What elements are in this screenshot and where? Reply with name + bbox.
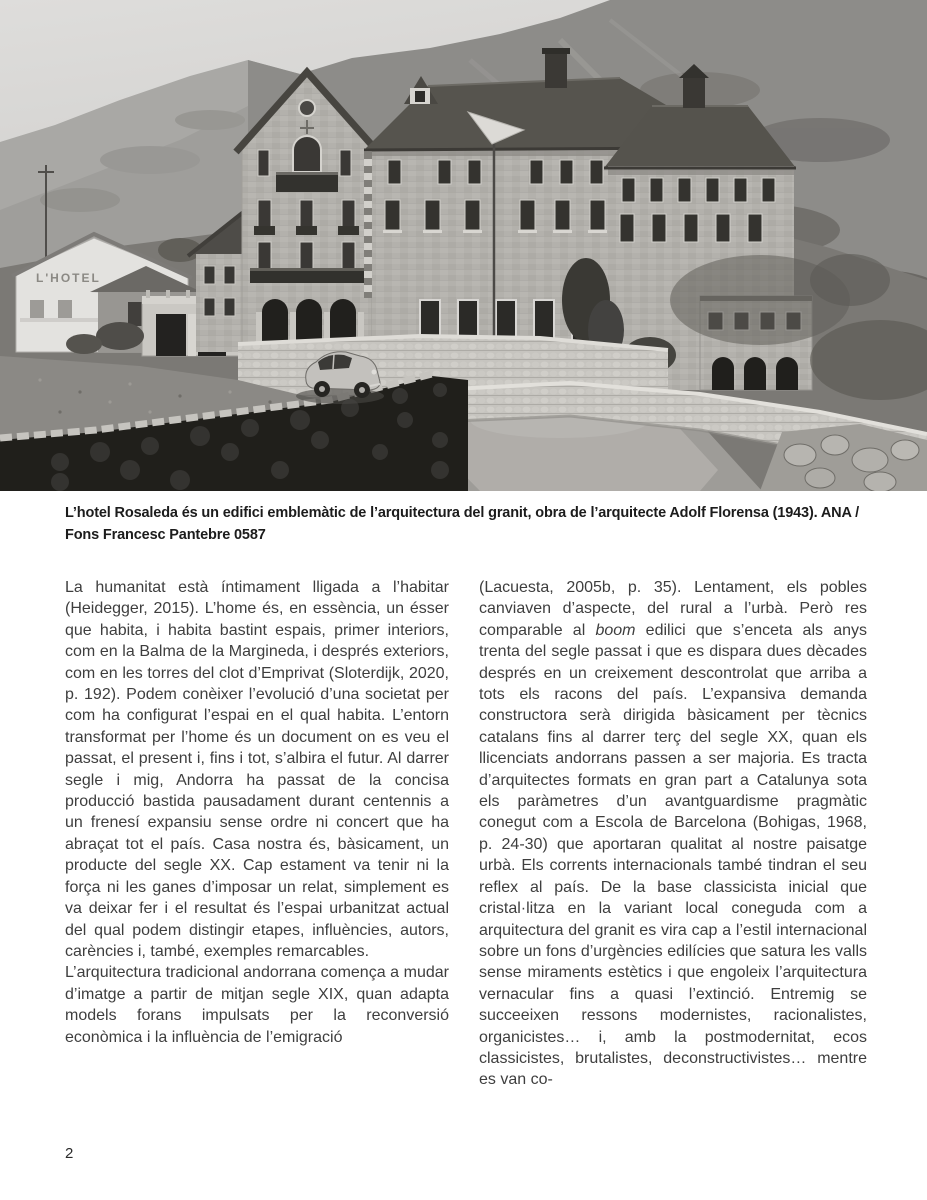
car-headlight bbox=[372, 370, 377, 375]
tower-windows bbox=[254, 200, 359, 270]
chimney bbox=[545, 50, 567, 88]
article-body bbox=[65, 577, 867, 1091]
hotel-sign-text: L'HOTEL bbox=[36, 271, 101, 285]
rock-bank bbox=[760, 424, 927, 491]
italic-term: boom bbox=[595, 621, 636, 639]
page-footer bbox=[65, 1145, 73, 1162]
photo-caption: L’hotel Rosaleda és un edifici emblemàtic de l’arquitectura del granit, obra de l’arquitecte Adolf Florensa (1943). ANA / Fons Francesc Pantebre 0587 bbox=[65, 505, 860, 543]
page-number: 2 bbox=[65, 1145, 74, 1162]
oculus-window bbox=[299, 100, 315, 116]
article-column-right bbox=[479, 577, 867, 1091]
cupola bbox=[683, 78, 705, 108]
paragraph: La humanitat està íntimament lligada a l’habitar (Heidegger, 2015). L’home és, en essència, un ésser que habita, i habita bastint espais, primer interiors, com en la Balma de la Margineda, i després exteriors, com en les torres del clot d’Emprivat (Sloterdijk, 2020, p. 192). Podem conèixer l’evolució d’una societat per com ha configurat l’espai en el qual habita. L’entorn transformat per l’home és un document on es veu el passat, el present i, fins i tot, s’albira el futur. Al darrer segle i mig, Andorra ha passat de la concisa producció bastida pausadament durant centennis a un frenesí expansiu sense ordre ni concert que ha abraçat tot el país. Casa nostra és, bàsicament, un producte del segle XX. Cap estament va tenir ni la força ni les ganes d’imposar un relat, simplement es va deixar fer i el resultat és l’espai urbanitzat actual del qual podem distingir etapes, influències, autors, carències i, també, exemples remarcables. bbox=[65, 579, 449, 960]
paragraph bbox=[479, 577, 867, 1091]
arched-window bbox=[293, 136, 321, 172]
photo-figure bbox=[0, 0, 927, 491]
paragraph: L’arquitectura tradicional andorrana comença a mudar d’imatge a partir de mitjan segle XIX, quan adapta models forans impulsats per la reconversió econòmica i la influència de l’emigració bbox=[65, 964, 449, 1046]
text-segment: (Lacuesta, 2005b, p. 35). Lentament, els pobles canviaven d’aspecte, del rural a l’urbà. Però res comparable al bbox=[479, 579, 867, 639]
hotel-rosaleda-photo bbox=[0, 0, 927, 491]
article-column-left bbox=[65, 577, 449, 1091]
text-segment: edilici que s’enceta als anys trenta del segle passat i que es dispara dues dècades després en un creixement descontrolat que arriba a tots els racons del país. L’expansiva demanda constructora serà dirigida bàsicament per tècnics catalans fins al darrer terç del segle XX, quan els llicenciats andorrans passen a ser majoria. Es tracta d’arquitectes formats en gran part a Catalunya sota els paràmetres d’un avantguardisme pragmàtic conegut com a Escola de Barcelona (Bohigas, 1968, p. 24-30) que aportaran qualitat al nostre paisatge urbà. Els corrents internacionals també tindran el seu reflex al país. De la base classicista inicial que cristal·litza en la variant local coneguda com a arquitectura del granit es vira cap a l’estil internacional sobre un fons d’urgències edilícies que satura les valls sense miraments estètics i que engoleix l’arquitectura vernacular fins a quasi l’extinció. Entremig se succeeixen ressons modernistes, racionalistes, organicistes… i, amb la postmodernitat, ecos classicistes, brutalistes, deconstructivistes… mentre es van co- bbox=[479, 621, 868, 1089]
